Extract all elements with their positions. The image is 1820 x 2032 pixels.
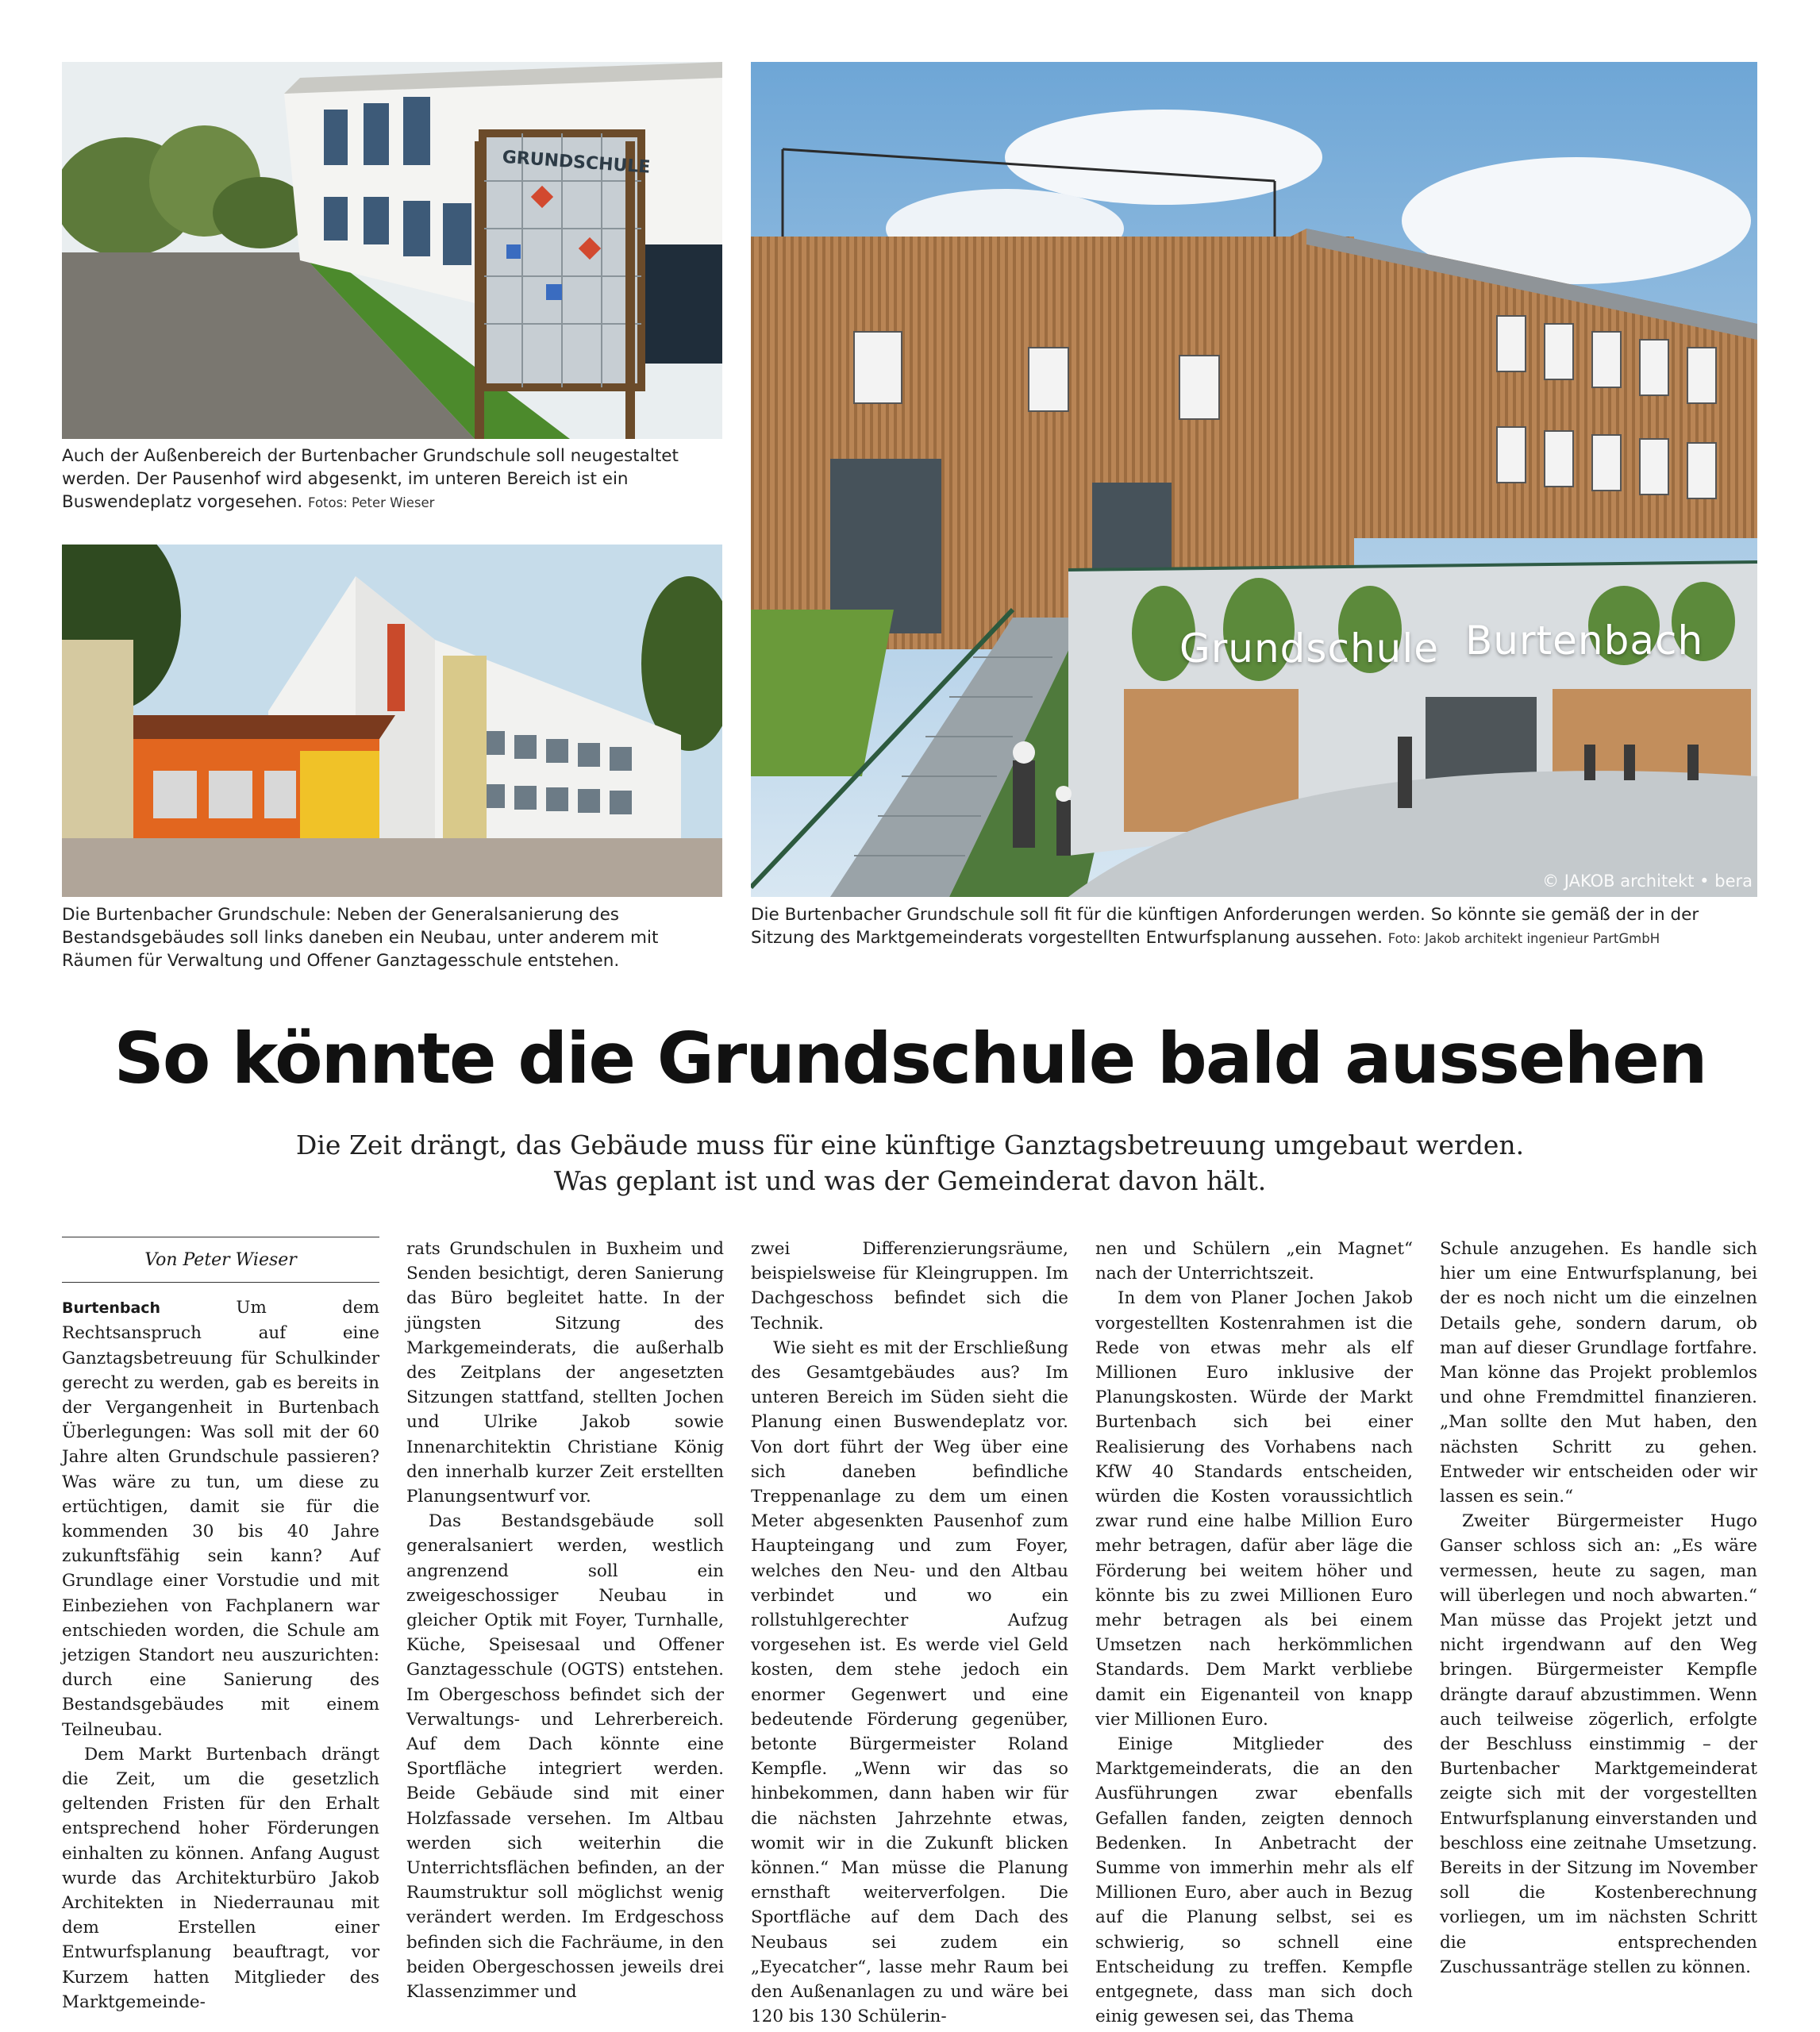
paragraph: Einige Mitglieder des Marktgemeinderats, die an den Ausführungen zwar ebenfalls Gefallen fanden, zeigten dennoch Bedenken. In Anbetracht der Summe von immerhin mehr als elf Millionen Euro, aber auch in Bezug auf die Planung selbst, sei es schwierig, so schnell eine Entscheidung zu treffen. Kempfle entgegnete, dass man sich doch einig gewesen sei, das Thema	[1095, 1734, 1413, 2027]
paragraph: Dem Markt Burtenbach drängt die Zeit, um die gesetzlich geltenden Fristen für den Erhalt entsprechend hoher Förderungen einhalten zu können. Anfang August wurde das Architekturbüro Jakob Architekten in Niederraunau mit dem Erstellen einer Entwurfsplanung beauftragt, vor Kurzem hatten Mitglieder des Marktgemeinde-	[62, 1744, 379, 2012]
article-column-2	[406, 1237, 724, 2004]
sign-word: GRUNDSCHULE	[501, 147, 652, 178]
article-column-5	[1440, 1237, 1757, 1980]
headline: So könnte die Grundschule bald aussehen	[114, 1018, 1706, 1099]
subheadline-line-2: Was geplant ist und was der Gemeinderat davon hält.	[553, 1165, 1267, 1196]
caption-text: Auch der Außenbereich der Burtenbacher Grundschule soll neugestaltet werden. Der Pausenhof wird abgesenkt, im unteren Bereich ist ein Buswendeplatz vorgesehen.	[62, 446, 679, 512]
rendering-watermark: © JAKOB architekt • bera	[1542, 872, 1753, 891]
subheadline	[0, 1127, 1820, 1199]
byline: Von Peter Wieser	[62, 1237, 379, 1283]
paragraph: Schule anzugehen. Es handle sich hier um eine Entwurfsplanung, bei der es noch nicht um die einzelnen Details gehe, sondern darum, ob man auf dieser Grundlage fortfahre. Man könne das Projekt problemlos und ohne Fremdmittel finanzieren. „Man sollte den Mut haben, den nächsten Schritt zu gehen. Entweder wir entscheiden oder wir lassen es sein.“	[1440, 1239, 1757, 1507]
sign-burtenbach: Burtenbach	[1465, 618, 1704, 664]
article-column-3	[751, 1237, 1068, 2030]
paragraph-text: Um dem Rechtsanspruch auf eine Ganztagsbetreuung für Schulkinder gerecht zu werden, gab es bereits in der Vergangenheit in Burtenbach Überlegungen: Was soll mit der 60 Jahre alten Grundschule passieren? Was wäre zu tun, um diese zu ertüchtigen, damit sie für die kommenden 30 bis 40 Jahre zukunftsfähig sein kann? Auf Grundlage einer Vorstudie und mit Einbeziehen von Fachplanern war entschieden worden, die Schule am jetzigen Standort neu auszurichten: durch eine Sanierung des Bestandsgebäudes mit einem Teilneubau.	[62, 1298, 379, 1740]
caption-text: Die Burtenbacher Grundschule soll fit für die künftigen Anforderungen werden. So könnte sie gemäß der in der Sitzung des Marktgemeinderats vorgestellten Entwurfsplanung aussehen.	[751, 905, 1699, 948]
subheadline-line-1: Die Zeit drängt, das Gebäude muss für eine künftige Ganztagsbetreuung umgebaut werden.	[295, 1130, 1525, 1160]
photo-credit: Fotos: Peter Wieser	[308, 495, 435, 510]
dateline: Burtenbach	[62, 1299, 161, 1318]
caption-existing-school	[62, 903, 722, 972]
caption-text: Die Burtenbacher Grundschule: Neben der Generalsanierung des Bestandsgebäudes soll links daneben ein Neubau, unter anderem mit Räumen für Verwaltung und Offener Ganztagesschule entstehen.	[62, 905, 659, 971]
paragraph: zwei Differenzierungsräume, beispielsweise für Kleingruppen. Im Dachgeschoss befindet sich die Technik.	[751, 1239, 1068, 1334]
photo-schoolyard	[62, 62, 722, 439]
article-column-1	[62, 1237, 379, 2015]
article-column-4	[1095, 1237, 1413, 2030]
photo-design-rendering	[751, 62, 1757, 897]
photo-credit: Foto: Jakob architekt ingenieur PartGmbH	[1387, 931, 1660, 946]
paragraph: In dem von Planer Jochen Jakob vorgestellten Kostenrahmen ist die Rede von etwas mehr als elf Millionen Euro inklusive der Planungskosten. Würde der Markt Burtenbach sich bei einer Realisierung des Vorhabens nach KfW 40 Standards entscheiden, würden die Kosten voraussichtlich zwar rund eine halbe Million Euro mehr betragen, dafür aber läge die Förderung bei weitem höher und könnte bis zu zwei Millionen Euro mehr betragen als bei einem Umsetzen nach herkömmlichen Standards. Dem Markt verbliebe damit ein Eigenanteil von knapp vier Millionen Euro.	[1095, 1288, 1413, 1730]
paragraph: rats Grundschulen in Buxheim und Senden besichtigt, deren Sanierung das Büro begleitet hatte. In der jüngsten Sitzung des Markgemeinderats, die außerhalb des Zeitplans der angesetzten Sitzungen stattfand, stellten Jochen und Ulrike Jakob sowie Innenarchitektin Christiane König den innerhalb kurzer Zeit erstellten Planungsentwurf vor.	[406, 1239, 724, 1507]
paragraph: nen und Schülern „ein Magnet“ nach der Unterrichtszeit.	[1095, 1239, 1413, 1284]
paragraph: Wie sieht es mit der Erschließung des Gesamtgebäudes aus? Im unteren Bereich im Süden sieht die Planung einen Buswendeplatz vor. Von dort führt der Weg über eine sich daneben befindliche Treppenanlage zu dem um einen Meter abgesenkten Pausenhof zum Haupteingang und zum Foyer, welches den Neu- und den Altbau verbindet und wo ein rollstuhlgerechter Aufzug vorgesehen ist. Es werde viel Geld kosten, dem stehe jedoch ein enormer Gegenwert und eine bedeutende Förderung gegenüber, betonte Bürgermeister Roland Kempfle. „Wenn wir das so hinbekommen, dann haben wir für die nächsten Jahrzehnte etwas, womit wir in die Zukunft blicken können.“ Man müsse die Planung ernsthaft weiterverfolgen. Die Sportfläche auf dem Dach des Neubaus sei zudem ein „Eyecatcher“, lasse mehr Raum bei den Außenanlagen zu und wäre bei 120 bis 130 Schülerin-	[751, 1337, 1068, 2027]
paragraph	[62, 1295, 379, 1742]
paragraph: Das Bestandsgebäude soll generalsaniert werden, westlich angrenzend soll ein zweigeschossiger Neubau in gleicher Optik mit Foyer, Turnhalle, Küche, Speisesaal und Offener Ganztagesschule (OGTS) entstehen. Im Obergeschoss befindet sich der Verwaltungs- und Lehrerbereich. Auf dem Dach könnte eine Sportfläche integriert werden. Beide Gebäude sind mit einer Holzfassade versehen. Im Altbau werden sich weiterhin die Unterrichtsflächen befinden, an der Raumstruktur soll möglichst wenig verändert werden. Im Erdgeschoss befinden sich die Fachräume, in den beiden Obergeschossen jeweils drei Klassenzimmer und	[406, 1511, 724, 2003]
sign-grundschule: Grundschule	[1179, 625, 1439, 672]
paragraph: Zweiter Bürgermeister Hugo Ganser schloss sich an: „Es wäre vermessen, heute zu sagen, man will überlegen und noch abwarten.“ Man müsse das Projekt jetzt und nicht irgendwann auf den Weg bringen. Bürgermeister Kempfle drängte darauf abzustimmen. Wenn auch teilweise zögerlich, erfolgte der Beschluss einstimmig – der Burtenbacher Marktgemeinderat zeigte sich mit der vorgestellten Entwurfsplanung einverstanden und beschloss eine zeitnahe Umsetzung. Bereits in der Sitzung im November soll die Kostenberechnung vorliegen, um im nächsten Schritt die entsprechenden Zuschussanträge stellen zu können.	[1440, 1511, 1757, 1977]
photo-existing-school	[62, 545, 722, 897]
caption-design-rendering	[751, 903, 1757, 950]
caption-schoolyard	[62, 444, 722, 514]
